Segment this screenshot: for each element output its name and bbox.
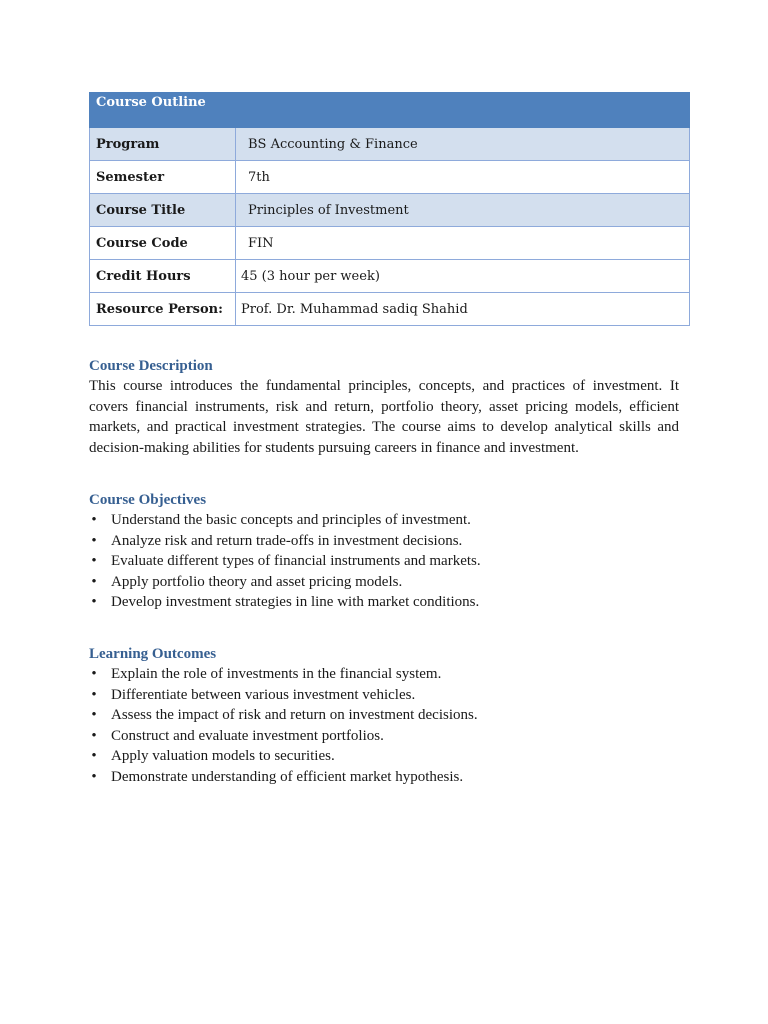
course-outline-table <box>89 92 690 326</box>
list-item-text: Demonstrate understanding of efficient market hypothesis. <box>111 768 464 785</box>
row-value-semester: 7th <box>236 161 690 194</box>
objectives-list <box>89 510 679 613</box>
list-item <box>89 592 679 613</box>
row-label-resource-person: Resource Person: <box>90 293 236 326</box>
list-item <box>89 726 679 747</box>
list-item-text: Assess the impact of risk and return on investment decisions. <box>111 707 478 723</box>
learning-outcomes-heading: Learning Outcomes <box>89 646 217 662</box>
course-description-heading: Course Description <box>89 358 213 374</box>
bullet-icon: • <box>91 532 97 549</box>
row-value-credit-hours: 45 (3 hour per week) <box>236 260 690 293</box>
list-item-text: Differentiate between various investment vehicles. <box>111 686 416 703</box>
table-row <box>90 260 690 293</box>
bullet-icon: • <box>91 727 97 744</box>
row-value-program: BS Accounting & Finance <box>236 128 690 161</box>
table-header-row <box>90 93 690 128</box>
list-item <box>89 572 679 593</box>
row-label-course-title: Course Title <box>90 194 236 227</box>
bullet-icon: • <box>91 666 97 682</box>
list-item <box>89 664 679 685</box>
list-item-text: Understand the basic concepts and principles of investment. <box>111 512 471 528</box>
table-title: Course Outline <box>90 93 690 128</box>
learning-outcomes-section <box>89 644 679 787</box>
row-label-course-code: Course Code <box>90 227 236 260</box>
course-description-text: This course introduces the fundamental principles, concepts, and practices of investment. It covers financial instruments, risk and return, portfolio theory, asset pricing models, efficient markets, and practical investment strategies. The course aims to develop analytical skills and decision-making abilities for students pursuing careers in finance and investment. <box>89 378 679 456</box>
table-row <box>90 194 690 227</box>
list-item-text: Explain the role of investments in the financial system. <box>111 666 442 682</box>
list-item <box>89 746 679 767</box>
row-value-course-code: FIN <box>236 227 690 260</box>
list-item <box>89 767 679 788</box>
list-item <box>89 551 679 572</box>
list-item <box>89 705 679 726</box>
list-item <box>89 685 679 706</box>
course-objectives-section <box>89 490 679 613</box>
list-item-text: Apply valuation models to securities. <box>111 748 335 764</box>
bullet-icon: • <box>91 768 97 785</box>
outcomes-list <box>89 664 679 787</box>
course-description-section <box>89 356 679 458</box>
row-label-semester: Semester <box>90 161 236 194</box>
list-item-text: Apply portfolio theory and asset pricing models. <box>111 573 403 590</box>
list-item <box>89 531 679 552</box>
bullet-icon: • <box>91 573 97 590</box>
row-value-course-title: Principles of Investment <box>236 194 690 227</box>
row-value-resource-person: Prof. Dr. Muhammad sadiq Shahid <box>236 293 690 326</box>
list-item-text: Construct and evaluate investment portfolios. <box>111 727 384 744</box>
bullet-icon: • <box>91 512 97 528</box>
bullet-icon: • <box>91 707 97 723</box>
table-row <box>90 161 690 194</box>
bullet-icon: • <box>91 553 97 569</box>
row-label-program: Program <box>90 128 236 161</box>
table-row <box>90 227 690 260</box>
course-objectives-heading: Course Objectives <box>89 492 207 508</box>
bullet-icon: • <box>91 594 97 610</box>
bullet-icon: • <box>91 686 97 703</box>
list-item <box>89 510 679 531</box>
list-item-text: Develop investment strategies in line with market conditions. <box>111 594 480 610</box>
row-label-credit-hours: Credit Hours <box>90 260 236 293</box>
bullet-icon: • <box>91 748 97 764</box>
table-row <box>90 293 690 326</box>
table-row <box>90 128 690 161</box>
list-item-text: Analyze risk and return trade-offs in investment decisions. <box>111 532 463 549</box>
list-item-text: Evaluate different types of financial instruments and markets. <box>111 553 481 569</box>
